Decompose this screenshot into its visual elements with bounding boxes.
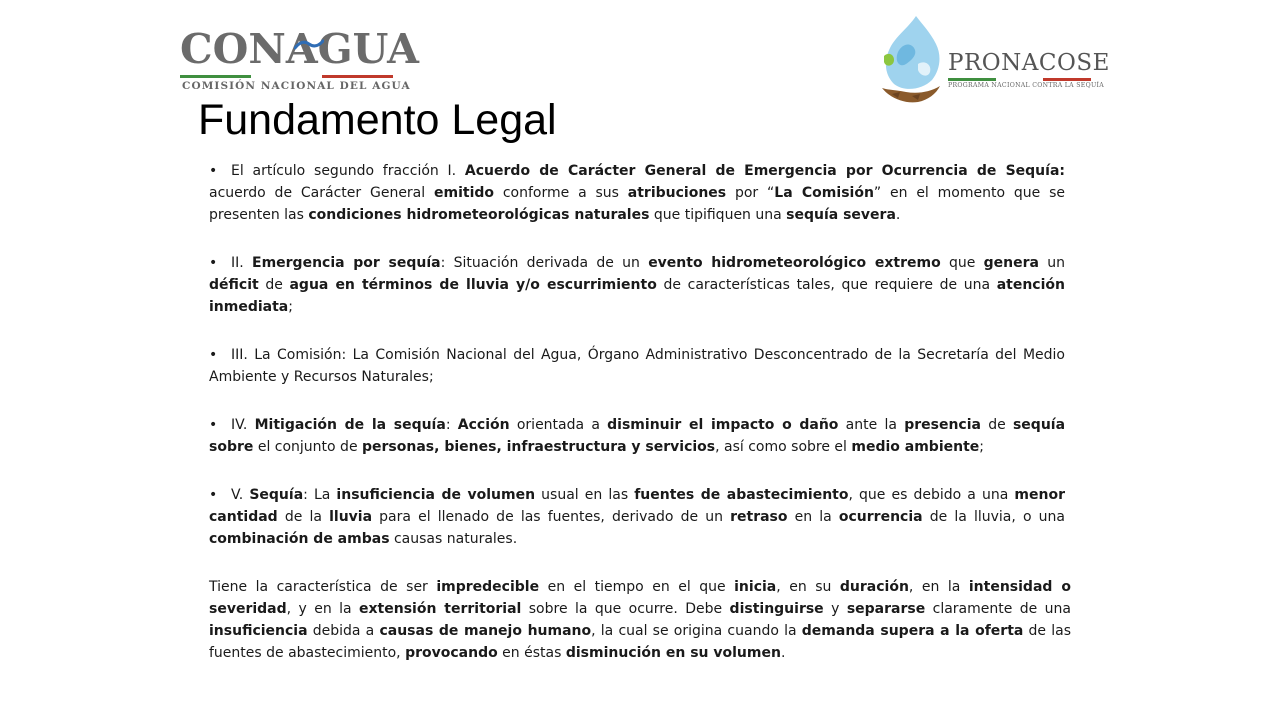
bold-text-segment: separarse: [846, 601, 926, 617]
text-segment: IV.: [231, 417, 255, 433]
bold-text-segment: lluvia: [329, 509, 373, 525]
text-segment: :: [445, 417, 458, 433]
bold-text-segment: sequía severa: [786, 207, 896, 223]
bold-text-segment: distinguirse: [729, 601, 824, 617]
bold-text-segment: retraso: [730, 509, 788, 525]
color-bar-green: [180, 75, 251, 78]
text-segment: en la: [787, 509, 839, 525]
text-segment: , y en la: [286, 601, 360, 617]
text-segment: causas naturales.: [389, 531, 518, 547]
text-segment: de: [980, 417, 1013, 433]
bullet-icon: •: [209, 163, 218, 179]
bold-text-segment: combinación de ambas: [209, 531, 390, 547]
bold-text-segment: provocando: [405, 645, 498, 661]
text-segment: , la cual se origina cuando la: [591, 623, 802, 639]
text-segment: ante la: [838, 417, 905, 433]
text-segment: Tiene la característica de ser: [209, 579, 437, 595]
bold-text-segment: disminución en su volumen: [565, 645, 781, 661]
pronacose-logo-word: PRONACOSE: [948, 50, 1110, 76]
pronacose-logo: [878, 14, 1110, 106]
text-segment: que tipifiquen una: [649, 207, 787, 223]
text-segment: ;: [979, 439, 984, 455]
bold-text-segment: sequía sobre: [209, 417, 1066, 455]
text-segment: de la: [277, 509, 330, 525]
legal-content: [209, 160, 1072, 664]
text-segment: : La: [303, 487, 337, 503]
text-segment: de las fuentes de abastecimiento,: [209, 623, 1071, 661]
paragraph-text: [209, 417, 1065, 455]
color-bar-green: [948, 78, 996, 81]
bold-text-segment: inicia: [734, 579, 777, 595]
bold-text-segment: personas, bienes, infraestructura y servicios: [362, 439, 716, 455]
bold-text-segment: insuficiencia: [209, 623, 308, 639]
conagua-logo-subtitle: COMISIÓN NACIONAL DEL AGUA: [182, 80, 411, 92]
bold-text-segment: Emergencia por sequía: [252, 255, 441, 271]
text-segment: ;: [288, 299, 293, 315]
bold-text-segment: ocurrencia: [838, 509, 923, 525]
bullet-icon: •: [209, 487, 218, 503]
text-segment: que: [940, 255, 984, 271]
bold-text-segment: causas de manejo humano: [379, 623, 592, 639]
paragraph-text: [209, 163, 1065, 223]
text-segment: de: [258, 277, 290, 293]
bold-text-segment: duración: [839, 579, 909, 595]
bold-text-segment: condiciones hidrometeorológicas naturales: [308, 207, 650, 223]
bold-text-segment: impredecible: [436, 579, 540, 595]
pronacose-emblem-icon: [878, 14, 944, 106]
text-segment: V.: [231, 487, 250, 503]
text-segment: , así como sobre el: [715, 439, 852, 455]
legal-paragraph-4: [209, 414, 1065, 458]
bold-text-segment: Sequía: [249, 487, 304, 503]
bold-text-segment: medio ambiente: [851, 439, 980, 455]
bold-text-segment: atribuciones: [627, 185, 727, 201]
conagua-color-bar: [180, 75, 393, 78]
text-segment: para el llenado de las fuentes, derivado de un: [372, 509, 731, 525]
text-segment: : Situación derivada de un: [440, 255, 649, 271]
text-segment: , que es debido a una: [848, 487, 1015, 503]
legal-paragraph-1: [209, 160, 1065, 226]
bold-text-segment: presencia: [904, 417, 981, 433]
text-segment: usual en las: [535, 487, 635, 503]
color-bar-white: [251, 75, 322, 78]
text-segment: en el tiempo en el que: [539, 579, 735, 595]
bold-text-segment: Mitigación de la sequía: [254, 417, 446, 433]
text-segment: en éstas: [497, 645, 566, 661]
text-segment: , en su: [776, 579, 840, 595]
bold-text-segment: fuentes de abastecimiento: [634, 487, 849, 503]
conagua-logo: [180, 25, 419, 92]
color-bar-white: [996, 78, 1044, 81]
bold-text-segment: demanda supera a la oferta: [801, 623, 1024, 639]
text-segment: sobre la que ocurre. Debe: [521, 601, 730, 617]
bold-text-segment: Acuerdo de Carácter General de Emergencia por Ocurrencia de Sequía:: [464, 163, 1065, 179]
paragraph-text: [209, 347, 1065, 385]
color-bar-red: [322, 75, 393, 78]
pronacose-color-bar: [948, 78, 1091, 81]
page-title: Fundamento Legal: [198, 96, 557, 144]
bold-text-segment: evento hidrometeorológico extremo: [648, 255, 941, 271]
text-segment: II.: [231, 255, 252, 271]
legal-paragraph-6: [209, 576, 1071, 664]
paragraph-text: [209, 255, 1065, 315]
text-segment: conforme a sus: [494, 185, 628, 201]
paragraph-text: [209, 487, 1065, 547]
text-segment: .: [895, 207, 901, 223]
text-segment: por “: [726, 185, 775, 201]
bold-text-segment: Acción: [457, 417, 510, 433]
bold-text-segment: insuficiencia de volumen: [336, 487, 536, 503]
text-segment: , en la: [908, 579, 969, 595]
text-segment: el conjunto de: [253, 439, 363, 455]
bold-text-segment: intensidad o severidad: [209, 579, 1071, 617]
legal-paragraph-2: [209, 252, 1065, 318]
text-segment: acuerdo de Carácter General: [209, 185, 434, 201]
text-segment: claramente de una: [925, 601, 1072, 617]
pronacose-logo-subtitle: PROGRAMA NACIONAL CONTRA LA SEQUÍA: [948, 82, 1104, 89]
bullet-icon: •: [209, 417, 218, 433]
bold-text-segment: disminuir el impacto o daño: [607, 417, 839, 433]
bold-text-segment: emitido: [434, 185, 495, 201]
text-segment: .: [780, 645, 786, 661]
legal-paragraph-5: [209, 484, 1065, 550]
text-segment: orientada a: [509, 417, 608, 433]
color-bar-red: [1043, 78, 1091, 81]
bold-text-segment: La Comisión: [774, 185, 874, 201]
text-segment: ” en el momento que se presenten las: [209, 185, 1065, 223]
text-segment: III. La Comisión: La Comisión Nacional del Agua, Órgano Administrativo Desconcentrado de la Secretaría del Medio Ambiente y Recursos Naturales;: [209, 347, 1065, 385]
text-segment: El artículo segundo fracción I.: [231, 163, 465, 179]
bold-text-segment: menor cantidad: [209, 487, 1065, 525]
bullet-icon: •: [209, 347, 218, 363]
bullet-icon: •: [209, 255, 218, 271]
text-segment: un: [1038, 255, 1065, 271]
bold-text-segment: atención inmediata: [209, 277, 1065, 315]
conagua-logo-word: CONAGUA: [180, 25, 419, 73]
water-wave-icon: [294, 38, 324, 52]
text-segment: de la lluvia, o una: [922, 509, 1065, 525]
text-segment: y: [823, 601, 847, 617]
text-segment: debida a: [307, 623, 380, 639]
bold-text-segment: extensión territorial: [359, 601, 522, 617]
legal-paragraph-3: [209, 344, 1065, 388]
bold-text-segment: genera: [983, 255, 1039, 271]
paragraph-text: [209, 579, 1071, 661]
text-segment: de características tales, que requiere de una: [656, 277, 997, 293]
bold-text-segment: agua en términos de lluvia y/o escurrimiento: [289, 277, 657, 293]
bold-text-segment: déficit: [209, 277, 259, 293]
